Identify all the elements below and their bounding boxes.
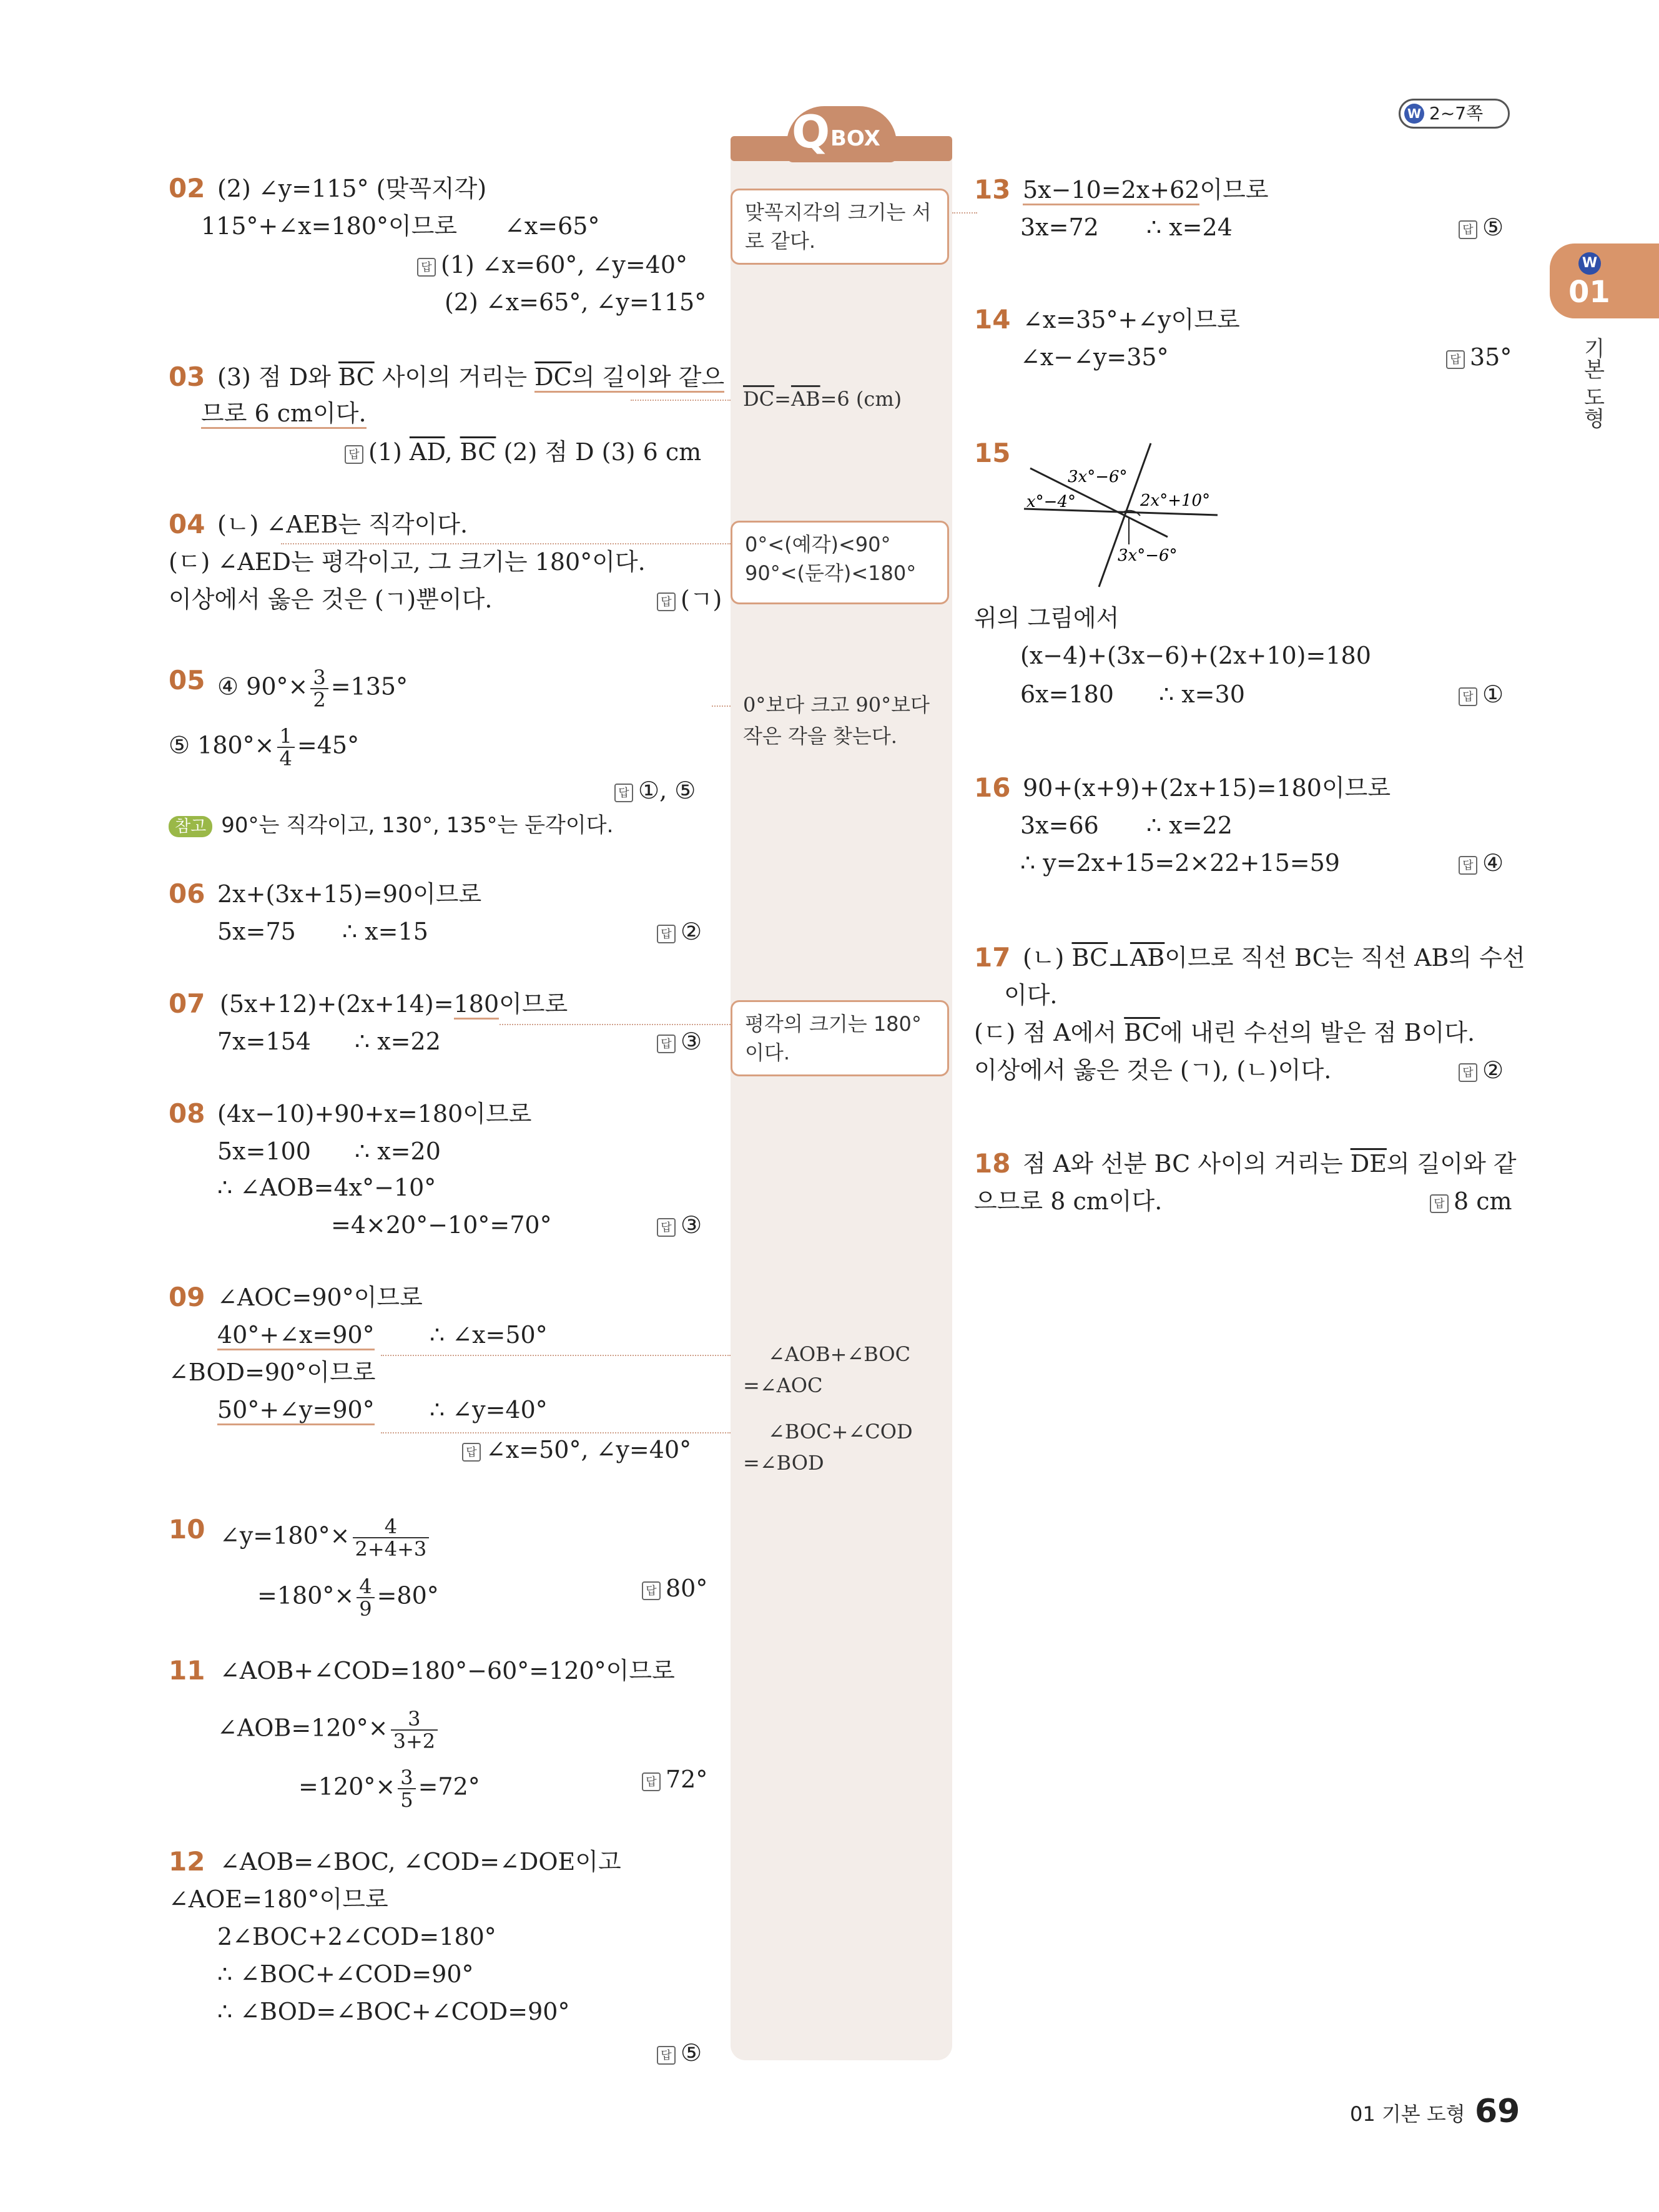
qbox-note: =∠BOD — [743, 1451, 824, 1475]
answer: 답 80° — [642, 1575, 707, 1602]
solution-line: ∠AOB=∠BOC, ∠COD=∠DOE이고 — [220, 1848, 621, 1875]
solution-line: ∠BOD=90°이므로 — [169, 1359, 376, 1386]
answer-icon: 답 — [642, 1581, 661, 1600]
solution-line: ∴ y=2x+15=2×22+15=59 — [1020, 849, 1340, 877]
answer: 답 ∠x=50°, ∠y=40° — [462, 1436, 691, 1463]
qbox-note: 작은 각을 찾는다. — [743, 724, 897, 748]
leader-line — [952, 212, 977, 214]
problem-number: 04 — [169, 509, 205, 539]
answer: 답 (ㄱ) — [657, 586, 722, 613]
fraction: $\frac{3}{3+2}$ — [391, 1708, 438, 1752]
qbox-note: ∠AOB+∠BOC — [768, 1342, 911, 1366]
answer: 답 (1) $\overline{AD}$, $\overline{BC}$ (2) 점 D (3) 6 cm — [345, 438, 701, 466]
solution-line: 이상에서 옳은 것은 (ㄱ), (ㄴ)이다. — [974, 1056, 1332, 1084]
solution-line: 5x−10=2x+62이므로 — [1023, 176, 1269, 204]
solution-line: 이상에서 옳은 것은 (ㄱ)뿐이다. — [169, 586, 493, 613]
solution-line: 115°+∠x=180°이므로 — [201, 212, 458, 240]
answer-icon: 답 — [1459, 856, 1477, 875]
answer: 답 ② — [1459, 1056, 1504, 1084]
fraction: $\frac{4}{2+4+3}$ — [353, 1516, 430, 1560]
qbox-logo-q: Q — [792, 106, 830, 158]
solution-line: ∴ ∠BOD=∠BOC+∠COD=90° — [217, 1998, 570, 2025]
solution-line: (x−4)+(3x−6)+(2x+10)=180 — [1020, 642, 1371, 669]
solution-line: ⑤ 180°× $\frac{1}{4}$ =45° — [169, 724, 360, 770]
solution-line: 으므로 8 cm이다. — [974, 1187, 1163, 1215]
chapter-tab-number: 01 — [1568, 275, 1610, 310]
solution-line: ∠AOB+∠COD=180°−60°=120°이므로 — [220, 1657, 675, 1684]
footer-chapter: 01 기본 도형 — [1350, 2102, 1465, 2126]
problem-number: 16 — [974, 772, 1011, 803]
solution-line: (ㄴ) $\overline{BC}\perp\overline{AB}$이므로 직선 BC는 직선 AB의 수선 — [1023, 944, 1525, 971]
answer-icon: 답 — [417, 258, 436, 277]
solution-line: 이다. — [1004, 981, 1058, 1009]
solution-line: ∠x=65° — [505, 212, 600, 240]
problem-number: 07 — [169, 988, 205, 1019]
qbox-note: 0°보다 크고 90°보다 — [743, 693, 930, 717]
reference-note: 참고 90°는 직각이고, 130°, 135°는 둔각이다. — [169, 812, 613, 839]
answer-icon: 답 — [657, 1218, 676, 1237]
qbox-column — [731, 144, 952, 2060]
answer-icon: 답 — [1446, 350, 1465, 369]
solution-line: ∴ x=15 — [342, 918, 428, 945]
solution-line: (ㄷ) 점 A에서 $\overline{BC}$에 내린 수선의 발은 점 B이다. — [974, 1019, 1475, 1046]
angle-label: 3x°−6° — [1068, 468, 1128, 486]
answer: (2) ∠x=65°, ∠y=115° — [445, 288, 707, 316]
angle-label: 3x°−6° — [1118, 546, 1178, 565]
answer-icon: 답 — [642, 1772, 661, 1791]
problem-number: 03 — [169, 361, 205, 392]
answer: 답 ② — [657, 918, 702, 945]
problem-number: 10 — [169, 1514, 205, 1545]
answer: 답 35° — [1446, 343, 1512, 371]
solution-line: ∴ x=30 — [1159, 681, 1245, 708]
solution-line: (5x+12)+(2x+14)=180이므로 — [220, 990, 568, 1018]
answer: 답 ⑤ — [1459, 214, 1504, 241]
solution-line: 위의 그림에서 — [974, 604, 1120, 632]
leader-line — [281, 543, 731, 544]
leader-line — [381, 1432, 731, 1433]
problem-number: 08 — [169, 1098, 205, 1129]
answer-icon: 답 — [1459, 687, 1477, 706]
chapter-tab-title: 기본 도형 — [1580, 337, 1605, 429]
solution-line: 5x=75 — [217, 918, 296, 945]
solution-line: =120°× $\frac{3}{5}$ =72° — [298, 1766, 480, 1812]
workbook-icon: W — [1404, 104, 1424, 124]
answer: 답 8 cm — [1430, 1187, 1512, 1215]
leader-line — [500, 1024, 731, 1025]
solution-line: ∴ ∠BOC+∠COD=90° — [217, 1960, 474, 1988]
figure-line — [1099, 443, 1151, 587]
solution-line: ∴ x=22 — [355, 1028, 441, 1055]
problem-number: 09 — [169, 1282, 205, 1312]
page-range-text: 2~7쪽 — [1429, 103, 1484, 124]
reference-tag: 참고 — [169, 816, 212, 837]
solution-line: 40°+∠x=90° — [217, 1321, 375, 1349]
fraction: $\frac{1}{4}$ — [277, 725, 295, 769]
solution-line: 3x=66 — [1020, 812, 1099, 839]
page-range-badge — [1399, 99, 1510, 129]
solution-line: =180°× $\frac{4}{9}$ =80° — [257, 1575, 439, 1621]
qbox-note: 평각의 크기는 180°이다. — [731, 1000, 949, 1076]
fraction: $\frac{4}{9}$ — [357, 1576, 374, 1620]
answer-icon: 답 — [657, 592, 676, 611]
angle-label: 2x°+10° — [1140, 491, 1211, 510]
solution-line: ∴ ∠x=50° — [430, 1321, 548, 1349]
leader-line — [631, 400, 731, 401]
answer-icon: 답 — [657, 2046, 676, 2065]
solution-line: (ㄴ) ∠AEB는 직각이다. — [217, 511, 468, 538]
solution-line: 점 A와 선분 BC 사이의 거리는 $\overline{DE}$의 길이와 같 — [1023, 1150, 1517, 1177]
answer-icon: 답 — [1459, 220, 1477, 239]
answer: 답 ① — [1459, 681, 1504, 708]
solution-line: ∠AOE=180°이므로 — [169, 1885, 388, 1913]
solution-line: (ㄷ) ∠AED는 평각이고, 그 크기는 180°이다. — [169, 548, 646, 576]
solution-line: ∠AOB=120°× $\frac{3}{3+2}$ — [217, 1708, 440, 1752]
solution-line: (2) ∠y=115° (맞꼭지각) — [217, 175, 487, 202]
answer-icon: 답 — [1430, 1194, 1449, 1213]
problem-number: 11 — [169, 1655, 205, 1686]
qbox-note — [731, 521, 949, 604]
solution-line: ∠x=35°+∠y이므로 — [1023, 306, 1240, 333]
solution-line: 7x=154 — [217, 1028, 311, 1055]
solution-line: ∴ x=22 — [1146, 812, 1233, 839]
answer-icon: 답 — [345, 445, 363, 464]
problem-number: 06 — [169, 878, 205, 909]
qbox-logo-box: BOX — [830, 126, 880, 151]
answer: 답 ③ — [657, 1028, 702, 1055]
solution-line: ∴ x=24 — [1146, 214, 1233, 241]
fraction: $\frac{3}{5}$ — [398, 1767, 415, 1811]
page-number: 69 — [1475, 2093, 1520, 2130]
solution-line: ∠x−∠y=35° — [1020, 343, 1169, 371]
solution-line: 므로 6 cm이다. — [201, 400, 367, 427]
solution-line: (4x−10)+90+x=180이므로 — [217, 1100, 532, 1128]
qbox-note: ∠BOC+∠COD — [768, 1420, 913, 1443]
solution-line: =4×20°−10°=70° — [331, 1211, 552, 1239]
solution-line: ∠y=180°× $\frac{4}{2+4+3}$ — [220, 1516, 431, 1560]
problem-number: 14 — [974, 304, 1011, 335]
answer-icon: 답 — [657, 925, 676, 943]
answer: 답 ③ — [657, 1211, 702, 1239]
solution-line: ∠AOC=90°이므로 — [217, 1284, 423, 1311]
fraction: $\frac{3}{2}$ — [310, 667, 328, 710]
solution-line: (3) 점 D와 $\overline{BC}$ 사이의 거리는 $\overline{DC}$의 길이와 같으 — [217, 363, 724, 391]
solution-line: 2x+(3x+15)=90이므로 — [217, 880, 482, 908]
answer: 답 ①, ⑤ — [614, 777, 696, 804]
intersecting-lines-figure — [1018, 437, 1230, 593]
solution-line: 5x=100 — [217, 1138, 311, 1165]
solution-line: 3x=72 — [1020, 214, 1099, 241]
angle-label: x°−4° — [1026, 493, 1076, 511]
qbox-note: =∠AOC — [743, 1374, 823, 1397]
answer: 답 ④ — [1459, 849, 1504, 877]
answer: 답 ⑤ — [657, 2039, 702, 2067]
solution-line: ④ 90°× $\frac{3}{2}$ =135° — [217, 666, 408, 712]
problem-number: 02 — [169, 173, 205, 204]
problem-number: 15 — [974, 438, 1011, 468]
qbox-note: $\overline{DC}=\overline{AB}=6$ (cm) — [743, 387, 902, 411]
problem-number: 13 — [974, 174, 1011, 205]
answer-icon: 답 — [1459, 1063, 1477, 1082]
answer: 답 72° — [642, 1766, 707, 1793]
problem-number: 05 — [169, 665, 205, 696]
problem-number: 17 — [974, 942, 1011, 973]
answer: 답 (1) ∠x=60°, ∠y=40° — [417, 251, 687, 278]
answer-icon: 답 — [614, 784, 633, 802]
solution-line: 6x=180 — [1020, 681, 1114, 708]
leader-line — [712, 705, 731, 707]
problem-number: 18 — [974, 1148, 1011, 1179]
problem-number: 12 — [169, 1846, 205, 1877]
qbox-note: 맞꼭지각의 크기는 서로 같다. — [731, 189, 949, 265]
solution-line: 2∠BOC+2∠COD=180° — [217, 1923, 496, 1950]
leader-line — [381, 1355, 731, 1356]
solution-line: ∴ x=20 — [355, 1138, 441, 1165]
solution-line: 50°+∠y=90° — [217, 1396, 375, 1423]
answer-icon: 답 — [462, 1443, 481, 1462]
solution-line: ∴ ∠y=40° — [430, 1396, 548, 1423]
qbox-line: 0°<(예각)<90° — [745, 533, 891, 556]
solution-line: 90+(x+9)+(2x+15)=180이므로 — [1023, 774, 1391, 802]
workbook-tab-icon: W — [1578, 252, 1601, 275]
solution-line: ∴ ∠AOB=4x°−10° — [217, 1174, 436, 1201]
answer-icon: 답 — [657, 1035, 676, 1053]
qbox-line: 90°<(둔각)<180° — [745, 561, 917, 585]
